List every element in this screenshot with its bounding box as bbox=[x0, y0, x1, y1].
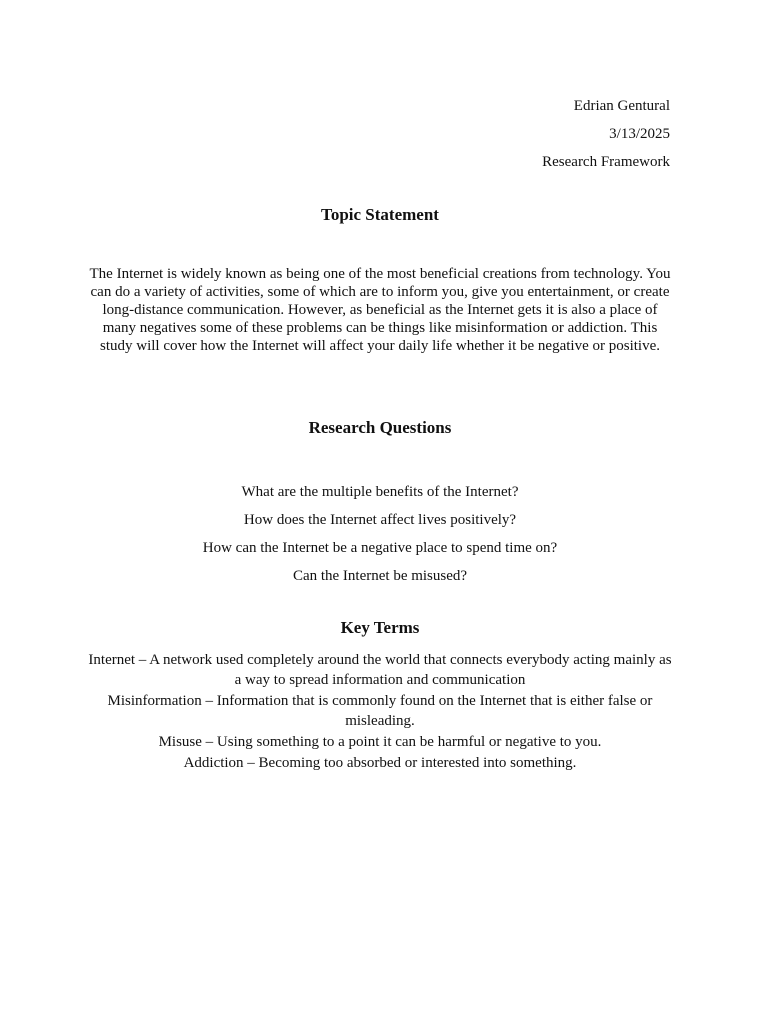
key-terms-heading: Key Terms bbox=[340, 618, 420, 637]
key-term: Addiction – Becoming too absorbed or interested into something. bbox=[183, 755, 577, 771]
key-terms-list bbox=[88, 650, 672, 774]
key-term: Misuse – Using something to a point it can be harmful or negative to you. bbox=[158, 734, 602, 750]
topic-statement-heading: Topic Statement bbox=[321, 205, 439, 224]
research-question: Can the Internet be misused? bbox=[292, 568, 468, 584]
topic-statement-paragraph: The Internet is widely known as being one of the most beneficial creations from technology. You can do a variety of activities, some of which are to inform you, give you entertainment, or create long-distance communication. However, as beneficial as the Internet gets it is also a place of many negatives some of these problems can be things like misinformation or addiction. This study will cover how the Internet will affect your daily life whether it be negative or positive. bbox=[89, 266, 671, 354]
document-date: 3/13/2025 bbox=[609, 126, 670, 142]
author-name: Edrian Gentural bbox=[573, 98, 670, 114]
key-term: Internet – A network used completely around the world that connects everybody acting mainly as a way to spread information and communication bbox=[88, 652, 672, 688]
document-header bbox=[542, 92, 670, 176]
research-question: How can the Internet be a negative place to spend time on? bbox=[202, 540, 558, 556]
research-questions-list bbox=[0, 478, 760, 590]
research-question: What are the multiple benefits of the Internet? bbox=[241, 484, 519, 500]
research-questions-heading: Research Questions bbox=[308, 418, 452, 437]
research-question: How does the Internet affect lives positively? bbox=[243, 512, 517, 528]
document-type: Research Framework bbox=[542, 154, 670, 170]
key-term: Misinformation – Information that is commonly found on the Internet that is either false or misleading. bbox=[107, 693, 653, 729]
